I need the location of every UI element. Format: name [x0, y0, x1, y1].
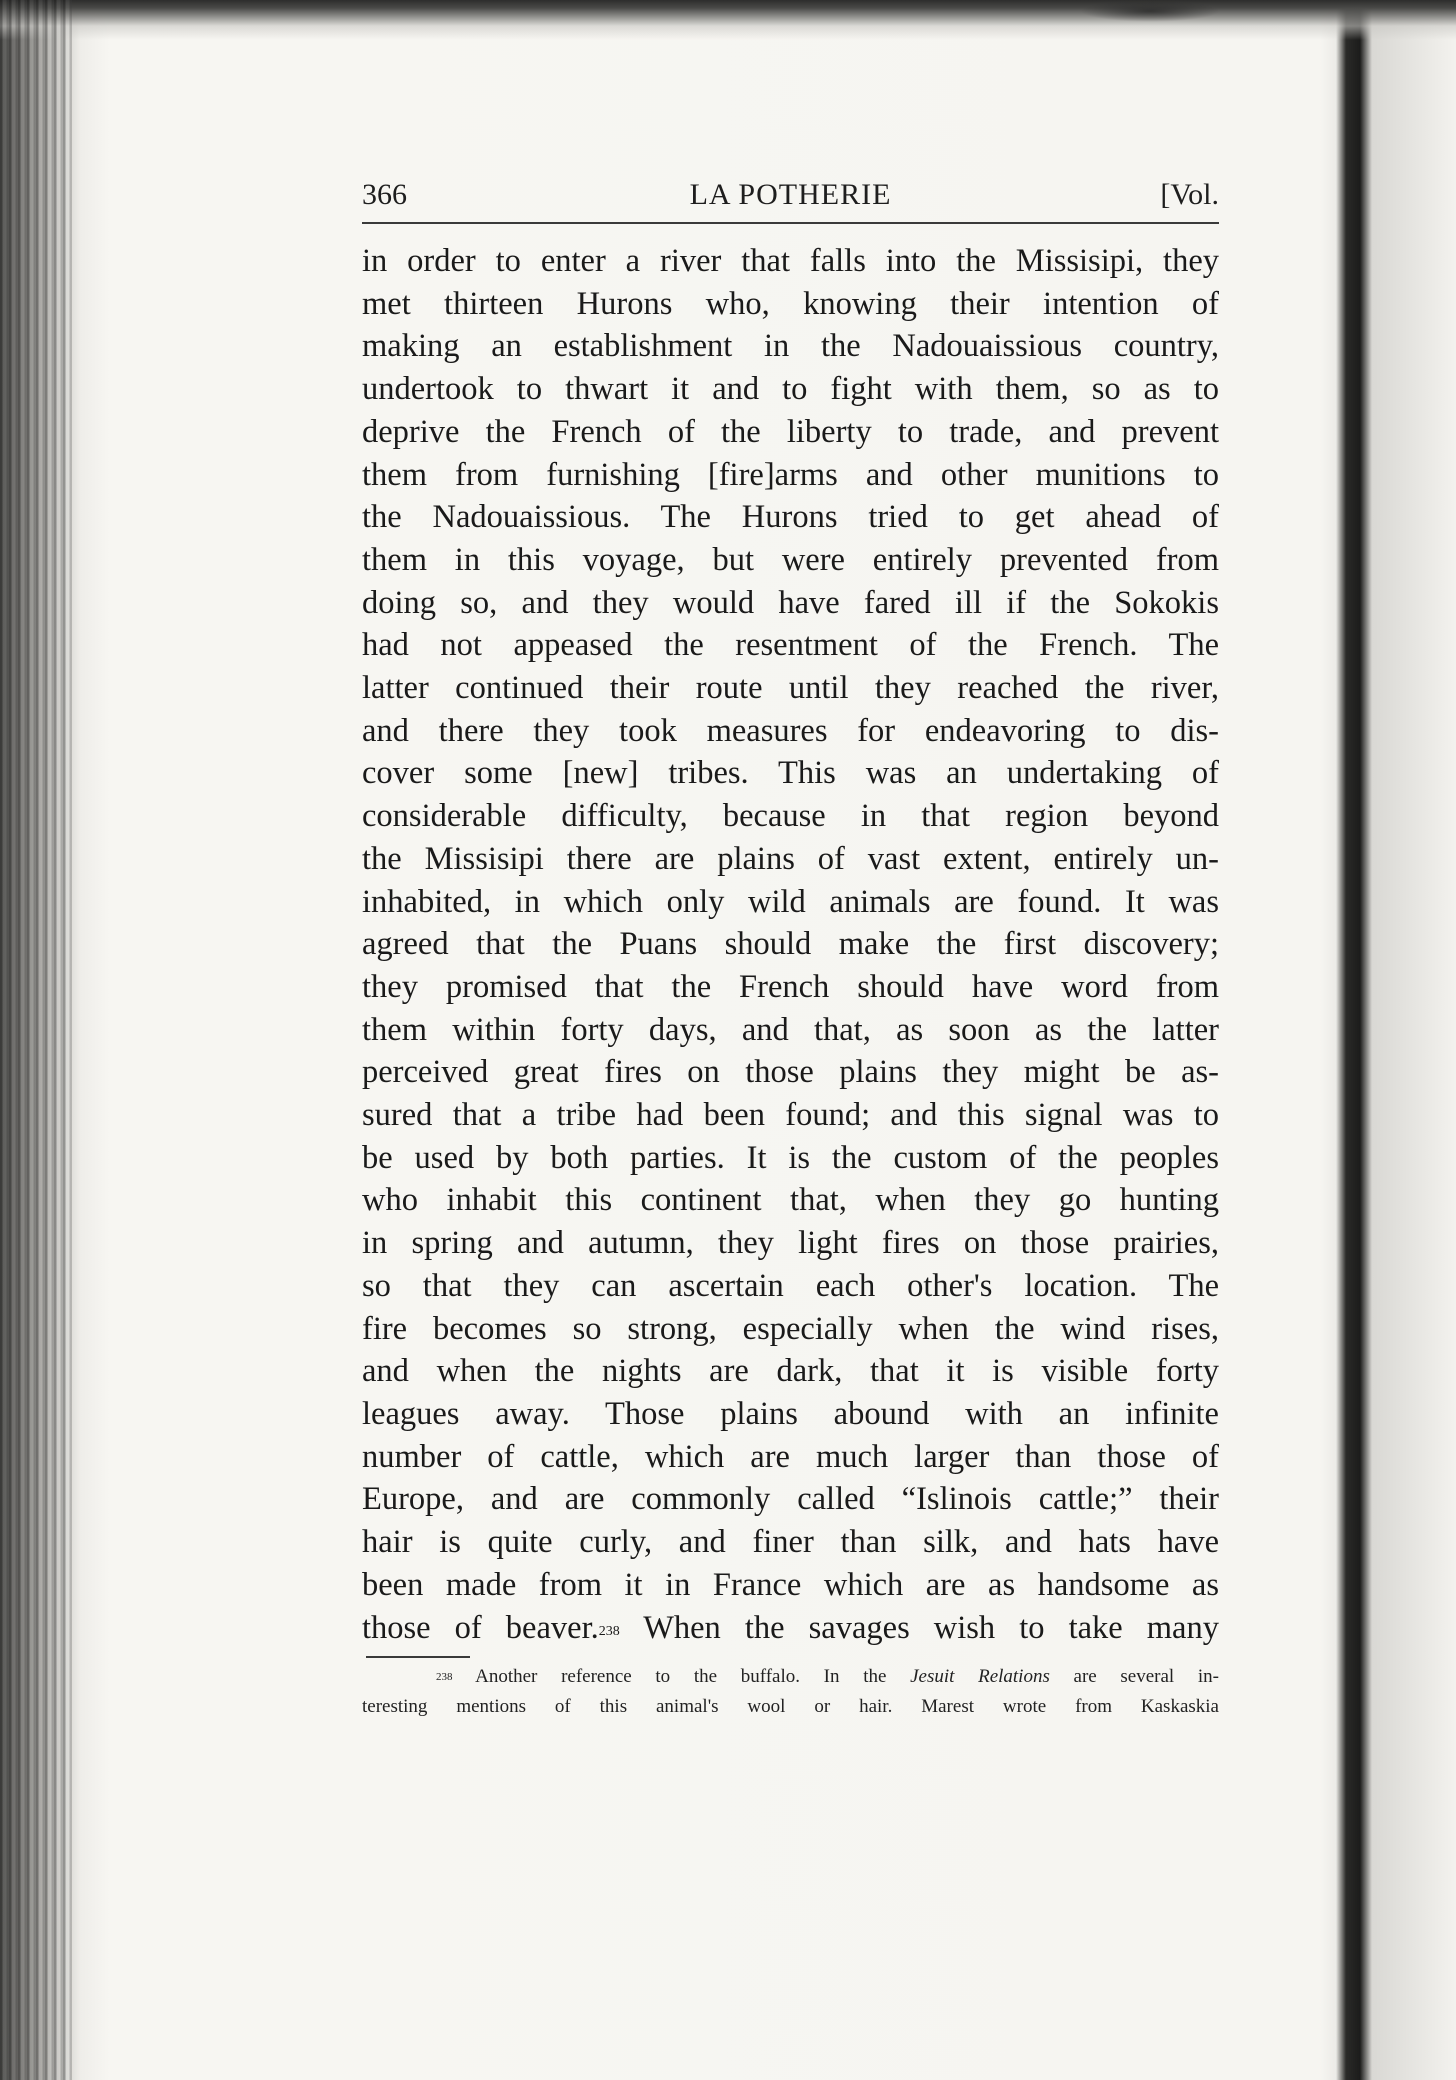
text-line: so that they can ascertain each other's location. The [362, 1267, 1219, 1304]
page-number: 366 [362, 178, 407, 211]
text-line: leagues away. Those plains abound with an infinite [362, 1395, 1219, 1432]
text-line: the Nadouaissious. The Hurons tried to get ahead of [362, 499, 1219, 536]
volume-label: [Vol. [1160, 178, 1219, 211]
running-title: LA POTHERIE [689, 178, 892, 211]
top-edge-shadow [0, 0, 1456, 40]
footnote-title: Jesuit Relations [910, 1666, 1050, 1687]
footnote-text: Another reference to the buffalo. In the [452, 1666, 911, 1687]
text-line: them within forty days, and that, as soon as the latter [362, 1011, 1219, 1048]
text-line: considerable difficulty, because in that region beyond [362, 798, 1219, 835]
text-line: them in this voyage, but were entirely prevented from [362, 541, 1219, 578]
text-line: had not appeased the resentment of the French. The [362, 627, 1219, 664]
text-line: who inhabit this continent that, when they go hunting [362, 1182, 1219, 1219]
text-line: in order to enter a river that falls into the Missisipi, they [362, 243, 1219, 279]
text-fragment: When the savages wish to take many [619, 1609, 1219, 1646]
text-line: sured that a tribe had been found; and this signal was to [362, 1097, 1219, 1134]
footnote [362, 1662, 1219, 1722]
text-line: and there they took measures for endeavoring to dis- [362, 712, 1219, 749]
book-spine-edge [0, 0, 72, 2080]
text-line: deprive the French of the liberty to trade, and prevent [362, 413, 1219, 450]
text-line: making an establishment in the Nadouaissious country, [362, 328, 1219, 365]
text-line: agreed that the Puans should make the first discovery; [362, 926, 1219, 963]
text-line: been made from it in France which are as handsome as [362, 1566, 1219, 1603]
text-line: met thirteen Hurons who, knowing their intention of [362, 285, 1219, 322]
footnote-rule [366, 1656, 470, 1658]
text-line: they promised that the French should have word from [362, 968, 1219, 1005]
text-line: the Missisipi there are plains of vast extent, entirely un- [362, 840, 1219, 877]
text-line-with-note [362, 1607, 1219, 1650]
header-rule [362, 222, 1219, 224]
footnote-number: 238 [436, 1671, 453, 1683]
text-line: be used by both parties. It is the custom of the peoples [362, 1139, 1219, 1176]
text-line: inhabited, in which only wild animals are found. It was [362, 883, 1219, 920]
text-line: latter continued their route until they reached the river, [362, 670, 1219, 707]
text-line: undertook to thwart it and to fight with them, so as to [362, 371, 1219, 408]
text-line: them from furnishing [fire]arms and other munitions to [362, 456, 1219, 493]
text-line: number of cattle, which are much larger than those of [362, 1438, 1219, 1475]
text-line: and when the nights are dark, that it is visible forty [362, 1353, 1219, 1390]
body-text [362, 240, 1219, 1649]
text-line: in spring and autumn, they light fires on those prairies, [362, 1225, 1219, 1262]
text-line: perceived great fires on those plains they might be as- [362, 1054, 1219, 1091]
text-line: doing so, and they would have fared ill if the Sokokis [362, 584, 1219, 621]
running-header [362, 178, 1219, 222]
footnote-text: are several in- [1049, 1666, 1219, 1687]
text-fragment: those of beaver. [362, 1609, 599, 1646]
footnote-reference[interactable]: 238 [598, 1623, 620, 1639]
footnote-line [362, 1662, 1219, 1692]
footnote-line: teresting mentions of this animal's wool or hair. Marest wrote from Kaskaskia [362, 1696, 1219, 1717]
text-line: fire becomes so strong, especially when the wind rises, [362, 1310, 1219, 1347]
text-line: cover some [new] tribes. This was an undertaking of [362, 755, 1219, 792]
text-line: Europe, and are commonly called “Islinois cattle;” their [362, 1481, 1219, 1518]
text-line: hair is quite curly, and finer than silk, and hats have [362, 1524, 1219, 1561]
scan-smudge [1080, 0, 1220, 22]
